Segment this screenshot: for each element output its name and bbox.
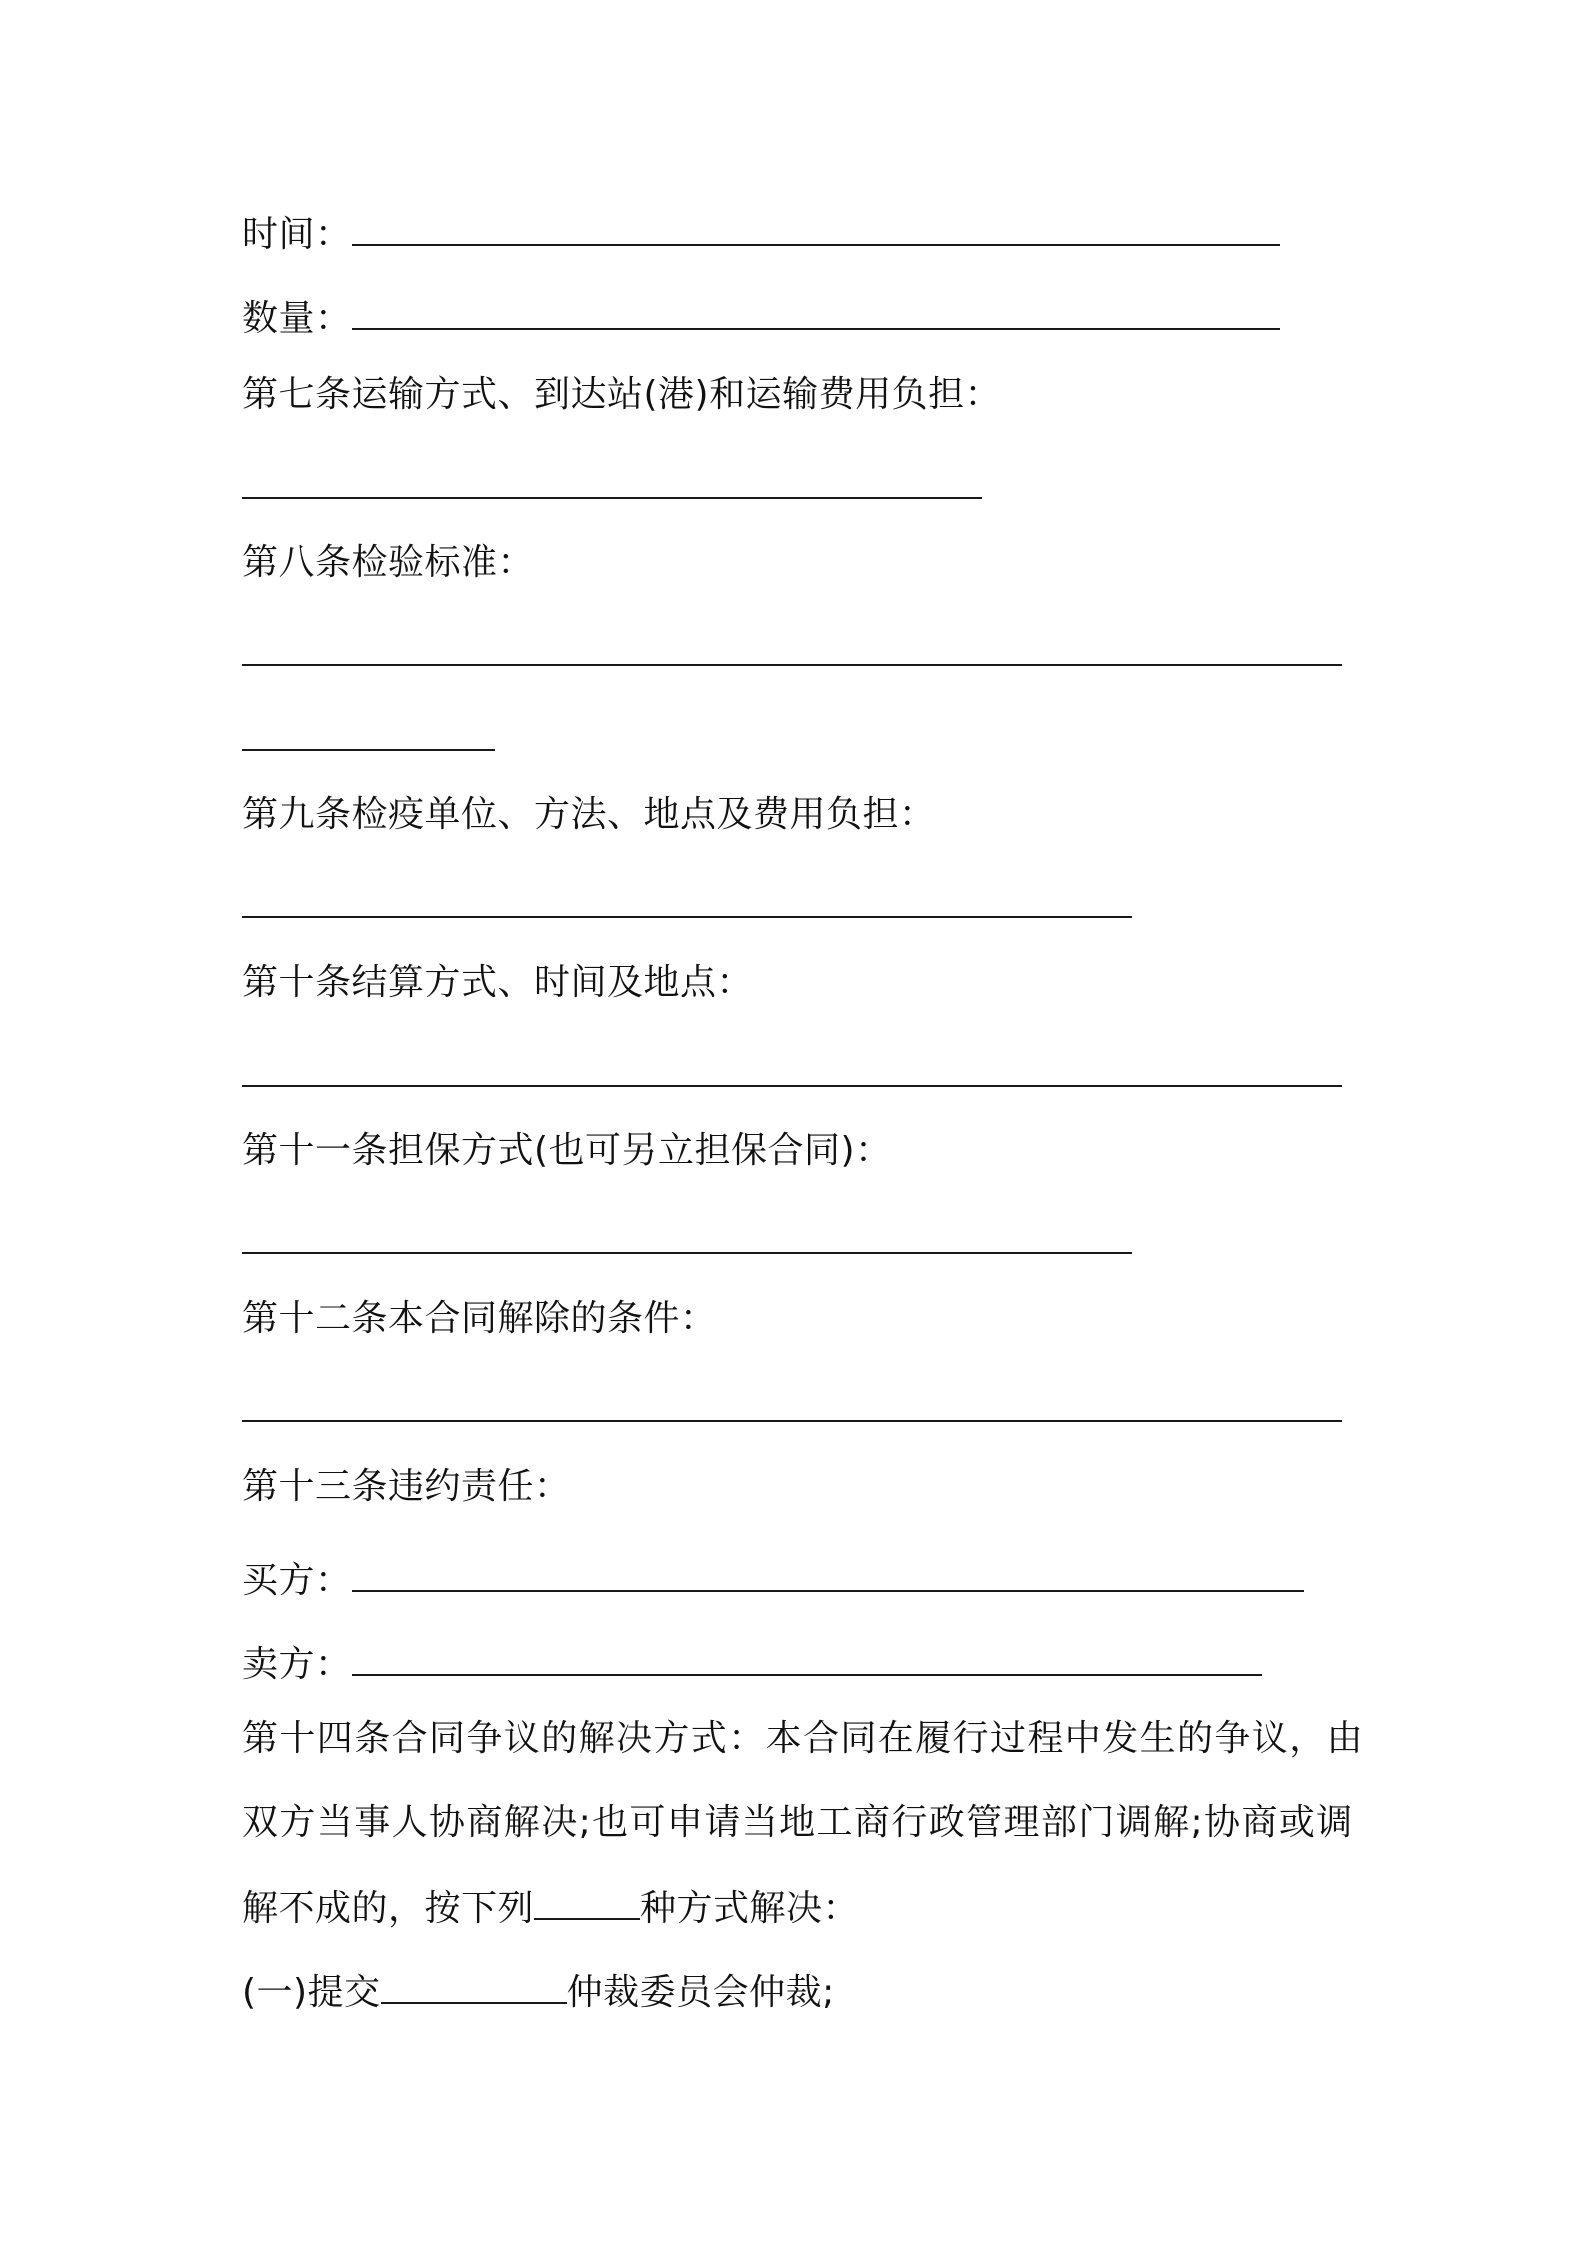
article-10-blank[interactable] [242, 1085, 1342, 1087]
article-8-blank-1[interactable] [242, 664, 1342, 666]
article-9-heading: 第九条检疫单位、方法、地点及费用负担： [242, 794, 936, 835]
article-14-line-1: 第十四条合同争议的解决方式：本合同在履行过程中发生的争议，由 [242, 1718, 1365, 1759]
article-13-heading: 第十三条违约责任： [242, 1466, 571, 1507]
article-14-line-3 [242, 1882, 859, 1932]
article-8-blank-2[interactable] [242, 749, 495, 751]
article-11-heading: 第十一条担保方式(也可另立担保合同)： [242, 1130, 892, 1171]
buyer-label: 买方： [242, 1560, 352, 1601]
article-9-blank[interactable] [242, 916, 1132, 918]
option-1-line [242, 1966, 835, 2016]
seller-label: 卖方： [242, 1644, 352, 1685]
article-12-blank[interactable] [242, 1420, 1342, 1422]
buyer-line [242, 1554, 1304, 1604]
article-7-blank[interactable] [242, 497, 982, 499]
article-12-heading: 第十二条本合同解除的条件： [242, 1298, 717, 1339]
seller-blank[interactable] [352, 1638, 1262, 1676]
quantity-label: 数量： [242, 298, 352, 339]
quantity-line [242, 292, 1280, 342]
buyer-blank[interactable] [352, 1554, 1304, 1592]
option-1-end: 仲裁委员会仲裁; [566, 1972, 835, 2013]
article-11-blank[interactable] [242, 1252, 1132, 1254]
article-14-line-3-start: 解不成的，按下列 [242, 1888, 535, 1929]
time-blank[interactable] [352, 208, 1280, 246]
article-14-line-2: 双方当事人协商解决;也可申请当地工商行政管理部门调解;协商或调 [242, 1802, 1354, 1843]
arbitration-commission-blank[interactable] [381, 1966, 567, 2004]
quantity-blank[interactable] [352, 292, 1280, 330]
seller-line [242, 1638, 1262, 1688]
article-10-heading: 第十条结算方式、时间及地点： [242, 962, 754, 1003]
article-7-heading: 第七条运输方式、到达站(港)和运输费用负担： [242, 374, 1002, 415]
time-line [242, 208, 1280, 258]
option-1-start: (一)提交 [242, 1972, 381, 2013]
time-label: 时间： [242, 214, 352, 255]
method-count-blank[interactable] [534, 1882, 640, 1920]
article-14-line-3-end: 种方式解决： [640, 1888, 860, 1929]
article-8-heading: 第八条检验标准： [242, 542, 535, 583]
